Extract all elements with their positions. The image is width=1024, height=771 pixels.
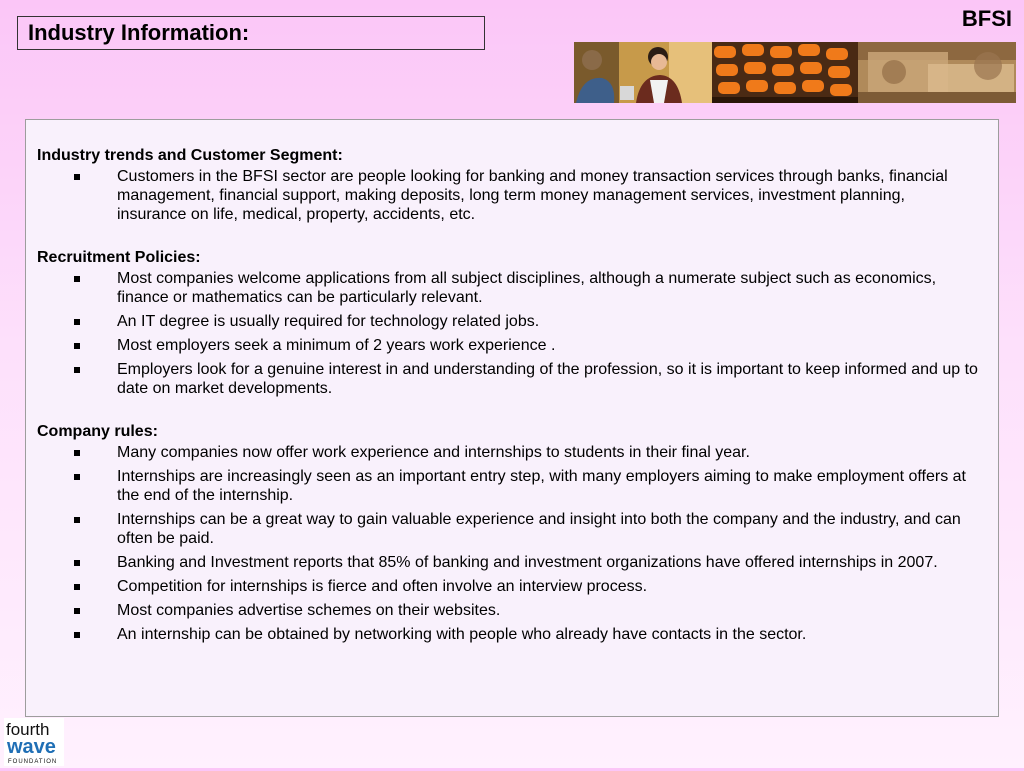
- bullet-icon: [74, 560, 80, 566]
- section-company-rules: [37, 422, 978, 644]
- list-item: [37, 336, 978, 355]
- list-item: [37, 553, 978, 572]
- content-panel: [25, 119, 999, 717]
- customer-service-photo: [574, 42, 712, 103]
- section-heading: Recruitment Policies:: [37, 249, 201, 266]
- list-item: [37, 167, 978, 224]
- section-recruitment-policies: [37, 248, 978, 398]
- logo-line3: FOUNDATION: [8, 759, 58, 765]
- bullet-icon: [74, 517, 80, 523]
- list-item-text: Most employers seek a minimum of 2 years work experience .: [117, 337, 556, 354]
- section-heading: Industry trends and Customer Segment:: [37, 147, 343, 164]
- brand-label: BFSI: [961, 6, 1012, 31]
- list-item: [37, 601, 978, 620]
- bullet-icon: [74, 608, 80, 614]
- list-item: [37, 510, 978, 548]
- slide-title-box: [17, 16, 485, 50]
- list-item-text: Competition for internships is fierce and often involve an interview process.: [117, 578, 648, 595]
- list-item-text: Many companies now offer work experience and internships to students in their final year.: [117, 444, 750, 461]
- list-item-text: Most companies welcome applications from all subject disciplines, although a numerate subject such as economics, finance or mathematics can be particularly relevant.: [117, 270, 937, 306]
- bullet-icon: [74, 276, 80, 282]
- logo-line1: fourth: [6, 720, 50, 739]
- bullet-icon: [74, 174, 80, 180]
- slide-title: Industry Information:: [28, 20, 250, 45]
- list-item: [37, 467, 978, 505]
- section-industry-trends: [37, 146, 978, 224]
- bullet-icon: [74, 343, 80, 349]
- banknotes-photo: [858, 42, 1016, 103]
- list-item: [37, 577, 978, 596]
- list-item-text: Internships are increasingly seen as an important entry step, with many employers aiming to make employment offers at the end of the internship.: [117, 468, 966, 504]
- list-item-text: Customers in the BFSI sector are people looking for banking and money transaction services through banks, financial management, financial support, making deposits, long term money management services, investment planning, insurance on life, medical, property, accidents, etc.: [117, 168, 948, 223]
- list-item: [37, 269, 978, 307]
- logo-line2: wave: [7, 736, 56, 758]
- list-item-text: Employers look for a genuine interest in and understanding of the profession, so it is important to keep informed and up to date on market developments.: [117, 361, 978, 397]
- section-heading: Company rules:: [37, 423, 158, 440]
- bullet-icon: [74, 367, 80, 373]
- calculator-photo: [712, 42, 858, 103]
- list-item: [37, 360, 978, 398]
- list-item-text: Most companies advertise schemes on their websites.: [117, 602, 501, 619]
- list-item: [37, 312, 978, 331]
- bullet-icon: [74, 319, 80, 325]
- list-item-text: Internships can be a great way to gain valuable experience and insight into both the company and the industry, and can often be paid.: [117, 511, 961, 547]
- bullet-list: [37, 167, 978, 224]
- bullet-icon: [74, 474, 80, 480]
- bullet-icon: [74, 632, 80, 638]
- fourth-wave-logo: [4, 718, 64, 766]
- header-photo-strip: [574, 42, 1016, 103]
- bullet-icon: [74, 584, 80, 590]
- list-item: [37, 625, 978, 644]
- bullet-list: [37, 443, 978, 644]
- bullet-icon: [74, 450, 80, 456]
- bullet-list: [37, 269, 978, 398]
- list-item-text: An IT degree is usually required for technology related jobs.: [117, 313, 540, 330]
- list-item-text: An internship can be obtained by networking with people who already have contacts in the sector.: [117, 626, 807, 643]
- list-item: [37, 443, 978, 462]
- list-item-text: Banking and Investment reports that 85% of banking and investment organizations have offered internships in 2007.: [117, 554, 938, 571]
